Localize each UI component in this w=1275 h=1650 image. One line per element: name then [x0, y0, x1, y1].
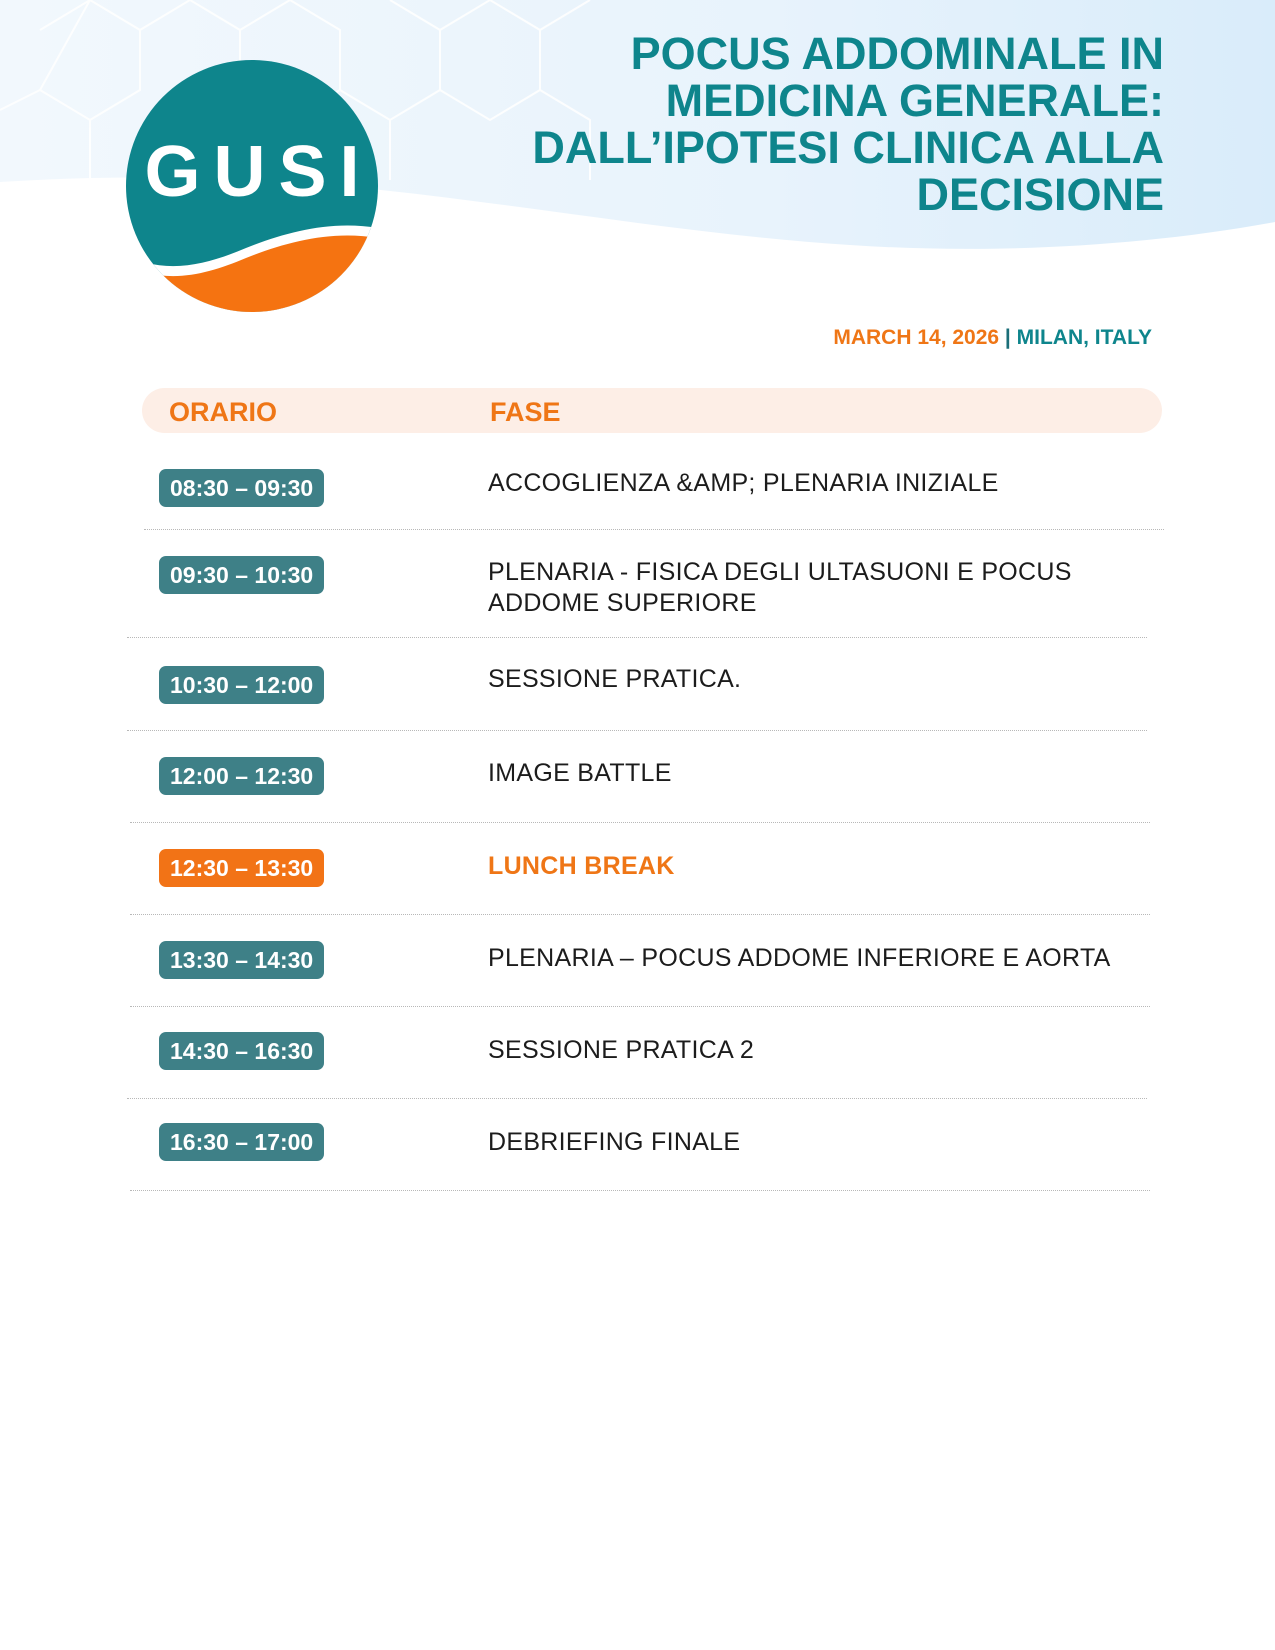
logo-text: GUSI	[144, 132, 373, 212]
event-separator: |	[1004, 326, 1011, 349]
row-divider	[130, 1190, 1150, 1191]
event-meta	[833, 326, 1152, 350]
time-badge: 13:30 – 14:30	[159, 941, 324, 979]
column-header-phase: FASE	[490, 397, 561, 427]
time-badge: 09:30 – 10:30	[159, 556, 324, 594]
row-divider	[144, 529, 1164, 530]
row-divider	[127, 637, 1147, 638]
title-line: MEDICINA GENERALE:	[665, 75, 1164, 126]
title-line: DECISIONE	[916, 169, 1164, 220]
phase-label: ACCOGLIENZA &AMP; PLENARIA INIZIALE	[488, 469, 999, 497]
title-line: DALL’IPOTESI CLINICA ALLA	[532, 122, 1164, 173]
row-divider	[130, 914, 1150, 915]
phase-label: PLENARIA - FISICA DEGLI ULTASUONI E POCUS ADDOME SUPERIORE	[488, 558, 1072, 617]
column-header-time: ORARIO	[169, 397, 277, 427]
phase-label: IMAGE BATTLE	[488, 759, 672, 787]
row-divider	[130, 1006, 1150, 1007]
event-date: MARCH 14, 2026	[833, 326, 1000, 349]
schedule-table-header	[142, 388, 1162, 433]
row-divider	[127, 730, 1147, 731]
time-badge: 08:30 – 09:30	[159, 469, 324, 507]
phase-label: LUNCH BREAK	[488, 852, 675, 880]
phase-label: PLENARIA – POCUS ADDOME INFERIORE E AORTA	[488, 944, 1111, 972]
phase-label: SESSIONE PRATICA 2	[488, 1036, 755, 1064]
time-badge: 10:30 – 12:00	[159, 666, 324, 704]
time-badge: 12:00 – 12:30	[159, 757, 324, 795]
row-divider	[130, 822, 1150, 823]
page-title	[444, 30, 1164, 218]
phase-label: SESSIONE PRATICA.	[488, 665, 742, 693]
row-divider	[127, 1098, 1147, 1099]
event-location: MILAN, ITALY	[1016, 326, 1152, 349]
time-badge: 16:30 – 17:00	[159, 1123, 324, 1161]
title-line: POCUS ADDOMINALE IN	[630, 28, 1164, 79]
time-badge: 14:30 – 16:30	[159, 1032, 324, 1070]
phase-label: DEBRIEFING FINALE	[488, 1128, 741, 1156]
time-badge: 12:30 – 13:30	[159, 849, 324, 887]
